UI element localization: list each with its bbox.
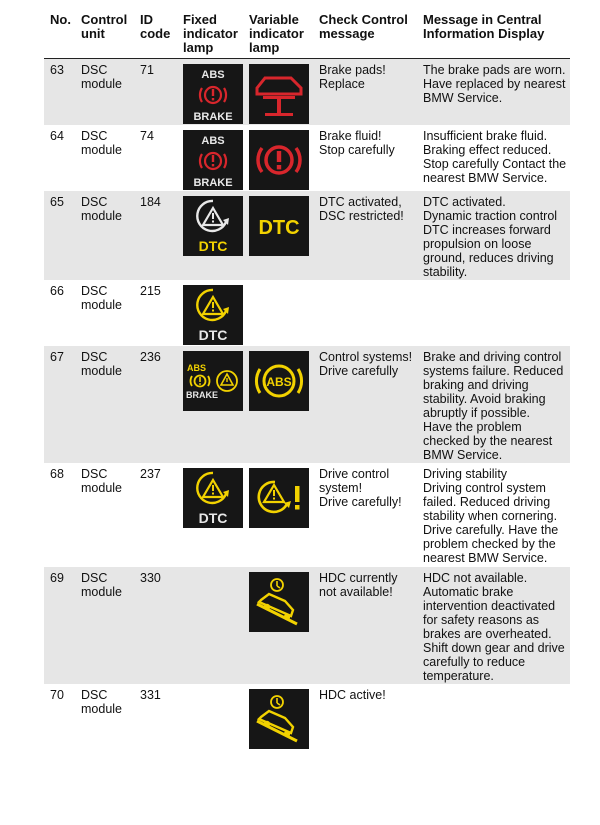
table-row bbox=[44, 346, 570, 463]
hdc-car-slope-yellow-icon bbox=[249, 689, 309, 749]
table-row bbox=[44, 125, 570, 191]
dtc-text-yellow-icon bbox=[249, 196, 309, 256]
table-row bbox=[44, 191, 570, 280]
abs-text: ABS bbox=[266, 375, 292, 389]
row-check-message: DTC activated, DSC restricted! bbox=[319, 195, 404, 223]
abs-text: ABS bbox=[201, 135, 225, 147]
brake-text: BRAKE bbox=[186, 390, 219, 400]
row-check-message: Drive control system! Drive carefully! bbox=[319, 467, 402, 509]
row-no: 70 bbox=[50, 688, 64, 702]
row-unit: DSC module bbox=[81, 688, 122, 716]
abs-text: ABS bbox=[187, 363, 207, 373]
brake-warning-red-icon bbox=[249, 130, 309, 190]
row-no: 66 bbox=[50, 284, 64, 298]
row-id: 71 bbox=[140, 63, 154, 77]
table-row bbox=[44, 567, 570, 684]
row-no: 68 bbox=[50, 467, 64, 481]
row-no: 64 bbox=[50, 129, 64, 143]
row-unit: DSC module bbox=[81, 63, 122, 91]
header-fixed-lamp: Fixed indicator lamp bbox=[183, 12, 238, 55]
row-cid-message: DTC activated. Dynamic traction control DTC increases forward propulsion on loose ground, reduces driving stability. bbox=[423, 195, 558, 279]
abs-brake-red-icon bbox=[183, 64, 243, 124]
brake-text: BRAKE bbox=[193, 111, 233, 123]
row-unit: DSC module bbox=[81, 195, 122, 223]
brake-text: BRAKE bbox=[193, 177, 233, 189]
row-unit: DSC module bbox=[81, 129, 122, 157]
row-no: 65 bbox=[50, 195, 64, 209]
row-unit: DSC module bbox=[81, 284, 122, 312]
dtc-text: DTC bbox=[198, 238, 228, 254]
row-check-message: HDC currently not available! bbox=[319, 571, 398, 599]
warning-lamp-table bbox=[44, 8, 570, 754]
dtc-text: DTC bbox=[198, 510, 228, 526]
row-cid-message: Insufficient brake fluid. Braking effect reduced. Stop carefully Contact the nearest BMW Service. bbox=[423, 129, 567, 185]
row-check-message: HDC active! bbox=[319, 688, 386, 702]
abs-text: ABS bbox=[201, 69, 225, 81]
abs-brake-triangle-yellow-icon bbox=[183, 351, 243, 411]
table-row bbox=[44, 684, 570, 754]
abs-brake-red-icon bbox=[183, 130, 243, 190]
row-id: 215 bbox=[140, 284, 161, 298]
header-check-control: Check Control message bbox=[319, 12, 408, 41]
dtc-triangle-white-icon bbox=[183, 196, 243, 256]
dtc-text: DTC bbox=[258, 217, 300, 239]
dtc-triangle-yellow-icon bbox=[183, 468, 243, 528]
row-id: 237 bbox=[140, 467, 161, 481]
table-row bbox=[44, 59, 570, 125]
header-message: Message in Central Information Display bbox=[423, 12, 545, 41]
dtc-triangle-yellow-icon bbox=[183, 285, 243, 345]
row-id: 330 bbox=[140, 571, 161, 585]
header-variable-lamp: Variable indicator lamp bbox=[249, 12, 304, 55]
header-control-unit: Control unit bbox=[81, 12, 128, 41]
row-check-message: Brake fluid! Stop carefully bbox=[319, 129, 395, 157]
row-no: 67 bbox=[50, 350, 64, 364]
row-id: 74 bbox=[140, 129, 154, 143]
row-no: 69 bbox=[50, 571, 64, 585]
row-check-message: Control systems! Drive carefully bbox=[319, 350, 413, 378]
row-id: 184 bbox=[140, 195, 161, 209]
stability-warning-yellow-icon bbox=[249, 468, 309, 528]
abs-circle-yellow-icon bbox=[249, 351, 309, 411]
table-row bbox=[44, 463, 570, 567]
row-id: 236 bbox=[140, 350, 161, 364]
row-unit: DSC module bbox=[81, 467, 122, 495]
row-unit: DSC module bbox=[81, 350, 122, 378]
car-on-lift-red-icon bbox=[249, 64, 309, 124]
row-cid-message: Driving stability Driving control system failed. Reduced driving stability when cornering. Drive carefully. Have the problem checked by the nearest BMW Service. bbox=[423, 467, 559, 565]
row-id: 331 bbox=[140, 688, 161, 702]
dtc-text: DTC bbox=[198, 327, 228, 343]
row-unit: DSC module bbox=[81, 571, 122, 599]
row-check-message: Brake pads! Replace bbox=[319, 63, 386, 91]
row-cid-message: The brake pads are worn. Have replaced by nearest BMW Service. bbox=[423, 63, 566, 105]
table-header bbox=[44, 8, 570, 59]
row-cid-message: Brake and driving control systems failure. Reduced braking and driving stability. Avoid braking abruptly if possible. Have the problem checked by the nearest BMW Service. bbox=[423, 350, 564, 462]
row-no: 63 bbox=[50, 63, 64, 77]
header-no: No. bbox=[50, 12, 71, 27]
hdc-car-slope-yellow-icon bbox=[249, 572, 309, 632]
table-row bbox=[44, 280, 570, 346]
header-id-code: ID code bbox=[140, 12, 171, 41]
row-cid-message: HDC not available. Automatic brake intervention deactivated for safety reasons as brakes are overheated. Shift down gear and drive carefully to reduce temperature. bbox=[423, 571, 565, 683]
